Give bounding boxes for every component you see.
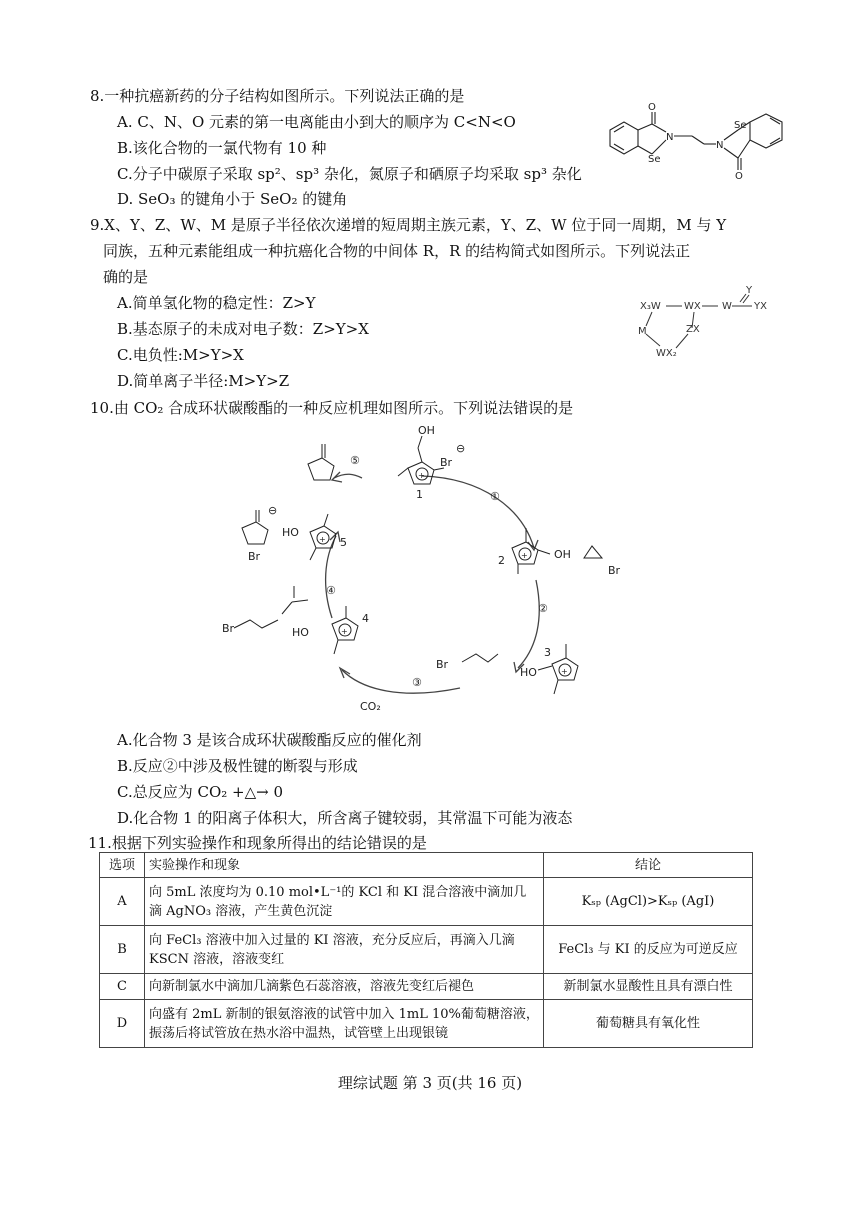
q10-label-br-1: Br — [440, 456, 453, 469]
row-a-operation: 向 5mL 浓度均为 0.10 mol•L⁻¹的 KCl 和 KI 混合溶液中滴加几滴 AgNO₃ 溶液，产生黄色沉淀 — [145, 878, 544, 926]
row-c-option: C — [100, 974, 145, 1000]
q10-label-br-2: Br — [608, 564, 621, 577]
q10-minus-5: ⊖ — [268, 504, 278, 517]
row-d-operation: 向盛有 2mL 新制的银氨溶液的试管中加入 1mL 10%葡萄糖溶液，振荡后将试管放在热水浴中温热，试管壁上出现银镜 — [145, 1000, 544, 1048]
row-a-option: A — [100, 878, 145, 926]
q10-step-1: ① — [490, 490, 500, 503]
header-option: 选项 — [100, 853, 145, 878]
q8-option-d: D. SeO₃ 的键角小于 SeO₂ 的键角 — [117, 190, 348, 208]
row-c-conclusion: 新制氯水显酸性且具有漂白性 — [544, 974, 753, 1000]
q9-stem-line2: 同族，五种元素能组成一种抗癌化合物的中间体 R，R 的结构简式如图所示。下列说法正 — [103, 242, 691, 260]
q9-label-wx2: WX₂ — [656, 348, 677, 359]
q10-compound-1: 1 — [416, 488, 423, 501]
q9-stem-line1: 9.X、Y、Z、W、M 是原子半径依次递增的短周期主族元素，Y、Z、W 位于同一周期，M 与 Y — [90, 216, 727, 234]
q11-stem: 11.根据下列实验操作和现象所得出的结论错误的是 — [88, 834, 427, 852]
q9-label-wx: WX — [684, 301, 701, 312]
q10-plus-4: + — [341, 627, 348, 636]
q9-option-a: A.简单氢化物的稳定性：Z>Y — [117, 294, 316, 312]
header-operation: 实验操作和现象 — [145, 853, 544, 878]
q8-option-b: B.该化合物的一氯代物有 10 种 — [117, 139, 327, 157]
q9-option-d: D.简单离子半径:M>Y>Z — [117, 372, 290, 390]
row-d-conclusion: 葡萄糖具有氧化性 — [544, 1000, 753, 1048]
q8-label-o2: O — [735, 171, 743, 180]
q10-option-a: A.化合物 3 是该合成环状碳酸酯反应的催化剂 — [117, 731, 422, 749]
q10-label-oh-1: OH — [418, 424, 435, 437]
q8-label-n2: N — [716, 140, 724, 151]
q8-option-c: C.分子中碳原子采取 sp²、sp³ 杂化，氮原子和硒原子均采取 sp³ 杂化 — [117, 165, 582, 183]
q10-label-oh-2: OH — [554, 548, 571, 561]
q10-label-ho-4: HO — [292, 626, 309, 639]
q10-step-4: ④ — [326, 584, 336, 597]
q10-option-d: D.化合物 1 的阳离子体积大，所含离子键较弱，其常温下可能为液态 — [117, 809, 573, 827]
q10-plus-3: + — [561, 667, 568, 676]
q10-plus-2: + — [521, 551, 528, 560]
q8-label-se2: Se — [734, 120, 747, 131]
q8-stem: 8.一种抗癌新药的分子结构如图所示。下列说法正确的是 — [90, 87, 465, 105]
row-b-option: B — [100, 926, 145, 974]
q9-stem-line3: 确的是 — [103, 268, 149, 286]
q8-label-o1: O — [648, 102, 656, 113]
table-row — [100, 926, 753, 974]
q10-compound-2: 2 — [498, 554, 505, 567]
row-a-conclusion: Kₛₚ (AgCl)>Kₛₚ (AgI) — [544, 878, 753, 926]
q9-label-m: M — [638, 326, 647, 337]
q10-label-br-3: Br — [436, 658, 449, 671]
q9-label-yx: YX — [754, 301, 767, 312]
q10-stem: 10.由 CO₂ 合成环状碳酸酯的一种反应机理如图所示。下列说法错误的是 — [90, 399, 574, 417]
q8-molecule-figure — [600, 100, 810, 180]
q10-compound-4: 4 — [362, 612, 369, 625]
row-d-option: D — [100, 1000, 145, 1048]
table-row — [100, 1000, 753, 1048]
q10-plus-1: + — [418, 471, 425, 480]
q9-option-c: C.电负性:M>Y>X — [117, 346, 244, 364]
q9-label-w: W — [722, 301, 732, 312]
q10-label-co2: CO₂ — [360, 700, 381, 713]
q10-compound-5: 5 — [340, 536, 347, 549]
header-conclusion: 结论 — [544, 853, 753, 878]
q10-label-br-4: Br — [222, 622, 235, 635]
q9-label-zx: ZX — [686, 324, 700, 335]
q9-label-y: Y — [746, 285, 753, 296]
q9-structure-figure — [628, 282, 798, 362]
q8-label-se1: Se — [648, 154, 661, 165]
q11-table — [99, 852, 753, 1048]
q10-step-3: ③ — [412, 676, 422, 689]
table-row — [100, 974, 753, 1000]
q8-option-a: A. C、N、O 元素的第一电离能由小到大的顺序为 C<N<O — [117, 113, 516, 131]
q10-option-b: B.反应②中涉及极性键的断裂与形成 — [117, 757, 358, 775]
q10-label-ho-3: HO — [520, 666, 537, 679]
q10-plus-5: + — [319, 535, 326, 544]
row-b-operation: 向 FeCl₃ 溶液中加入过量的 KI 溶液，充分反应后，再滴入几滴 KSCN 溶液，溶液变红 — [145, 926, 544, 974]
q9-option-b: B.基态原子的未成对电子数：Z>Y>X — [117, 320, 369, 338]
row-c-operation: 向新制氯水中滴加几滴紫色石蕊溶液，溶液先变红后褪色 — [145, 974, 544, 1000]
q9-label-x3w: X₃W — [640, 301, 661, 312]
q10-minus-1: ⊖ — [456, 442, 466, 455]
table-row — [100, 878, 753, 926]
q10-mechanism-figure — [222, 418, 632, 718]
q10-label-ho-5: HO — [282, 526, 299, 539]
table-header-row — [100, 853, 753, 878]
q10-label-br-5: Br — [248, 550, 261, 563]
q10-step-5: ⑤ — [350, 454, 360, 467]
q10-step-2: ② — [538, 602, 548, 615]
page-footer: 理综试题 第 3 页(共 16 页) — [337, 1074, 523, 1092]
q10-option-c: C.总反应为 CO₂ +△→ 0 — [117, 783, 284, 801]
q10-compound-3: 3 — [544, 646, 551, 659]
row-b-conclusion: FeCl₃ 与 KI 的反应为可逆反应 — [544, 926, 753, 974]
q8-label-n1: N — [666, 132, 674, 143]
